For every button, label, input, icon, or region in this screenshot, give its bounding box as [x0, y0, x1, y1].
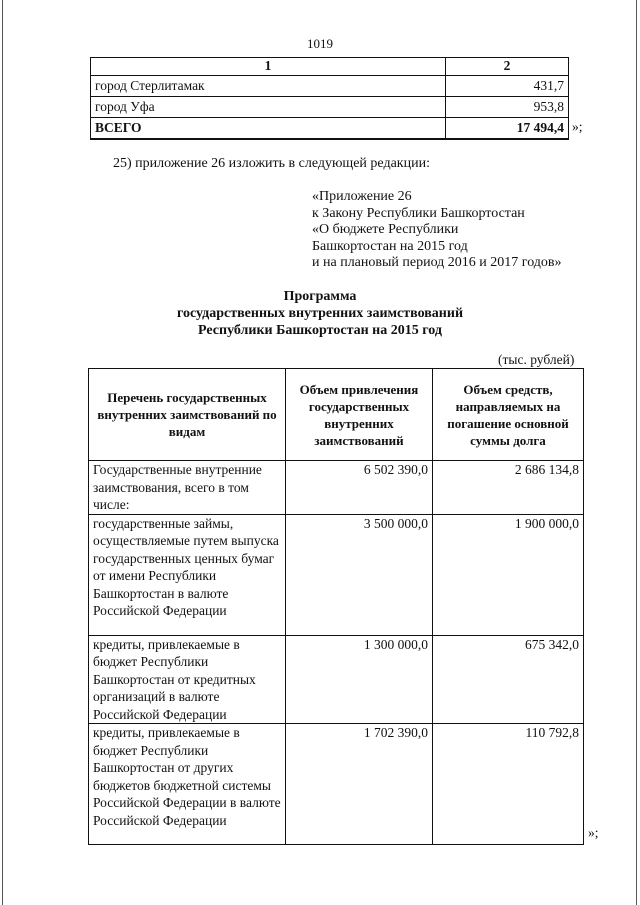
row-label: Государственные внутренние заимствования, всего в том числе:	[89, 461, 286, 515]
row-label: кредиты, привлекаемые в бюджет Республики Башкортостан от других бюджетов бюджетной системы Российской Федерации в валюте Российской Федерации	[89, 724, 286, 845]
table-row	[89, 635, 584, 724]
repay-value: 675 342,0	[433, 635, 584, 724]
raise-value: 1 702 390,0	[286, 724, 433, 845]
repay-value: 2 686 134,8	[433, 461, 584, 515]
regional-amounts-table	[90, 57, 569, 140]
program-title-line: Республики Башкортостан на 2015 год	[198, 322, 442, 338]
table-header-row	[89, 369, 584, 461]
repay-value: 110 792,8	[433, 724, 584, 845]
column-header: 2	[446, 58, 569, 76]
row-label: государственные займы, осуществляемые путем выпуска государственных ценных бумаг от имени Республики Башкортостан в валюте Российской Федерации	[89, 514, 286, 635]
appendix-line: «О бюджете Республики	[312, 222, 459, 237]
table-row	[89, 461, 584, 515]
row-label: город Уфа	[91, 97, 446, 118]
appendix-line: к Закону Республики Башкортостан	[312, 205, 525, 221]
program-title-line: Программа	[283, 289, 357, 304]
table-row	[91, 76, 569, 97]
raise-value: 6 502 390,0	[286, 461, 433, 515]
page-number: 1019	[307, 36, 333, 51]
appendix-line: Башкортостан на 2015 год	[312, 238, 468, 254]
table-row	[89, 724, 584, 845]
repay-value: 1 900 000,0	[433, 514, 584, 635]
raise-value: 1 300 000,0	[286, 635, 433, 724]
units-note: (тыс. рублей)	[498, 352, 575, 367]
row-label: город Стерлитамак	[91, 76, 446, 97]
table-row	[89, 514, 584, 635]
quote-close-mark: »;	[588, 825, 599, 840]
column-header: Объем привлечения государственных внутренних заимствований	[286, 369, 433, 461]
program-title	[0, 289, 640, 339]
row-value: 431,7	[446, 76, 569, 97]
total-value: 17 494,4	[446, 118, 569, 140]
row-label: кредиты, привлекаемые в бюджет Республики Башкортостан от кредитных организаций в валюте Российской Федерации	[89, 635, 286, 724]
scan-edge-line	[636, 0, 637, 905]
appendix-heading	[312, 189, 562, 272]
column-header: 1	[91, 58, 446, 76]
program-title-line: государственных внутренних заимствований	[176, 305, 464, 321]
column-header: Перечень государственных внутренних заимствований по видам	[89, 369, 286, 461]
appendix-line: и на плановый период 2016 и 2017 годов»	[312, 255, 562, 270]
table-header-row	[91, 58, 569, 76]
raise-value: 3 500 000,0	[286, 514, 433, 635]
column-header: Объем средств, направляемых на погашение основной суммы долга	[433, 369, 584, 461]
total-row	[91, 118, 569, 140]
scan-edge-line	[2, 0, 3, 905]
row-value: 953,8	[446, 97, 569, 118]
amendment-item: 25) приложение 26 изложить в следующей редакции:	[113, 156, 430, 171]
total-label: ВСЕГО	[91, 118, 446, 140]
borrowing-program-table	[88, 368, 584, 845]
table-row	[91, 97, 569, 118]
appendix-line: «Приложение 26	[312, 189, 412, 204]
quote-close-mark: »;	[572, 119, 583, 134]
